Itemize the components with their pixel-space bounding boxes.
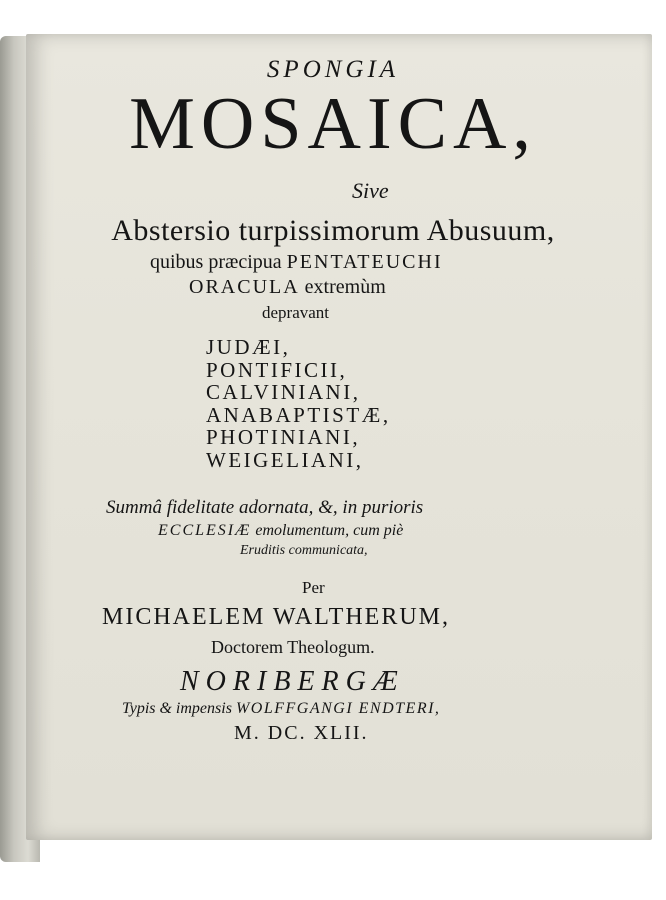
- author-title: Doctorem Theologum.: [211, 637, 375, 657]
- extremum-text: extremùm: [299, 276, 386, 298]
- group-item: CALVINIANI,: [206, 380, 361, 404]
- ecclesiae-caps: ECCLESIÆ: [158, 522, 252, 539]
- group-item: ANABAPTISTÆ,: [206, 402, 391, 427]
- printer-name: WOLFFGANGI ENDTERI,: [235, 700, 441, 717]
- ecclesiae-line: [158, 522, 403, 540]
- imprint-year: M. DC. XLII.: [234, 722, 369, 744]
- pentateuchi-text: PENTATEUCHI: [286, 251, 443, 273]
- eruditis-line: Eruditis communicata,: [240, 543, 368, 558]
- oracula-text: ORACULA: [189, 276, 300, 298]
- per-line: Per: [302, 578, 325, 597]
- subtitle-quibus: [150, 251, 443, 274]
- subtitle-oracula: [189, 276, 386, 299]
- group-item: JUDÆI,: [206, 335, 291, 359]
- author-name: MICHAELEM WALTHERUM,: [102, 604, 451, 630]
- typis-text: Typis & impensis: [122, 700, 236, 717]
- groups-list: [206, 336, 391, 471]
- ecclesiae-rest: emolumentum, cum piè: [251, 522, 404, 539]
- summa-line: Summâ fidelitate adornata, &, in purioris: [106, 497, 424, 518]
- imprint-printer: [122, 700, 440, 718]
- subtitle-depravant: depravant: [262, 303, 330, 322]
- subtitle-sive: Sive: [352, 178, 389, 203]
- title-spongia: SPONGIA: [266, 56, 400, 83]
- quibus-text: quibus præcipua: [150, 251, 287, 273]
- group-item: WEIGELIANI,: [206, 447, 364, 472]
- group-item: PONTIFICII,: [206, 357, 348, 382]
- imprint-city: NORIBERGÆ: [180, 666, 405, 697]
- subtitle-abstersio: Abstersio turpissimorum Abusuum,: [111, 214, 555, 247]
- group-item: PHOTINIANI,: [206, 425, 361, 449]
- title-mosaica: MOSAICA,: [129, 83, 537, 165]
